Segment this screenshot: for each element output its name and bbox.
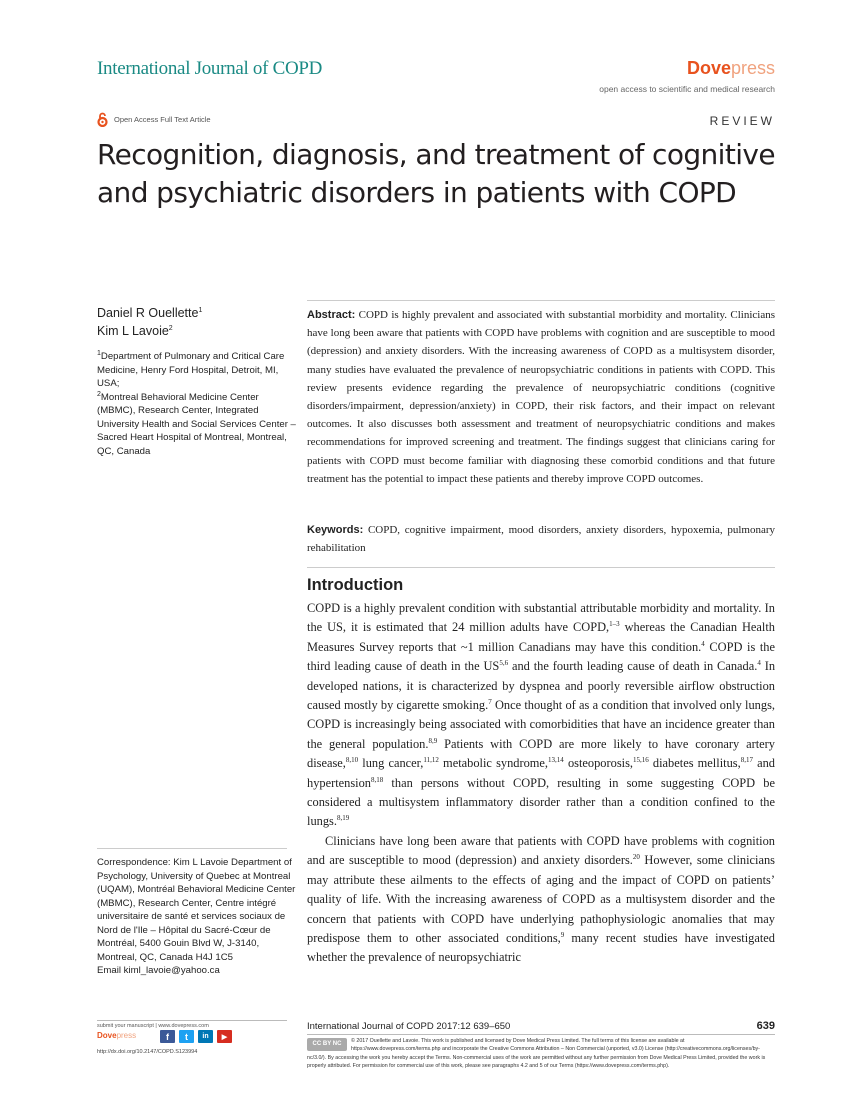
author[interactable]: Kim L Lavoie$^2$ — [97, 324, 173, 338]
paragraph: COPD is a highly prevalent condition with substantial attributable morbidity and mortality. In the US, it is estimated that 24 million adults have COPD,$^{1-3}$ whereas the Canadian Health Measures Survey reports that ~1 million Canadians may have this condition.$^4$ COPD is the third leading cause of death in the US$^{5,6}$ and the fourth leading cause of death in Canada.$^4$ In developed nations, it is characterized by dyspnea and poorly reversible airflow obstruction caused mostly by cigarette smoking.$^7$ Once thought of as a condition that involved only lungs, COPD is increasingly being associated with comorbidities that have an incidence greater than the general population.$^{8,9}$ Patients with COPD are more likely to have coronary artery disease,$^{8,10}$ lung cancer,$^{11,12}$ metabolic syndrome,$^{13,14}$ osteoporosis,$^{15,16}$ diabetes mellitus,$^{8,17}$ and hypertension$^{8,18}$ than persons without COPD, resulting in some suggesting COPD be considered a multisystem inflammatory disorder rather than a condition confined to the lungs.$^{8,19}$ — [307, 601, 776, 829]
introduction-body — [307, 599, 775, 968]
page-number: 639 — [756, 1020, 775, 1032]
citation-ref[interactable]: 8,19 — [336, 814, 350, 823]
divider — [307, 1034, 775, 1035]
submit-link[interactable]: submit your manuscript | www.dovepress.com — [97, 1020, 287, 1029]
divider — [307, 567, 775, 568]
citation-ref[interactable]: 9 — [560, 930, 565, 939]
journal-name: International Journal of COPD — [97, 58, 323, 79]
brand-main: Dove — [686, 58, 731, 78]
citation-ref[interactable]: 4 — [701, 639, 705, 648]
open-access-label — [97, 111, 211, 127]
section-heading-introduction: Introduction — [307, 576, 404, 594]
keywords-label: Keywords: — [307, 524, 364, 536]
citation-ref[interactable]: 4 — [757, 659, 761, 668]
divider — [307, 300, 775, 301]
keywords-text: COPD, cognitive impairment, mood disorders, anxiety disorders, hypoxemia, pulmonary rehabilitation — [307, 524, 775, 555]
citation-ref[interactable]: 13,14 — [548, 756, 564, 765]
citation-ref[interactable]: 20 — [632, 853, 640, 862]
brand-press: press — [730, 58, 775, 78]
citation-line: International Journal of COPD 2017:12 639–650 — [307, 1021, 511, 1032]
facebook-icon[interactable]: f — [160, 1030, 175, 1043]
title-line-2: and psychiatric disorders in patients with COPD — [97, 176, 737, 209]
abstract — [307, 306, 775, 488]
citation-ref[interactable]: 8,9 — [428, 736, 438, 745]
keywords — [307, 521, 775, 557]
citation-ref[interactable]: 5,6 — [499, 659, 509, 668]
doi-link[interactable]: http://dx.doi.org/10.2147/COPD.S123994 — [97, 1049, 198, 1055]
abstract-text: COPD is highly prevalent and associated with substantial morbidity and mortality. Clinicians have long been aware that patients with COPD have problems with cognition and are susceptible to mood (depression) and anxiety disorders. With the increasing awareness of COPD as a multisystem disorder, many studies have evaluated the prevalence of neuropsychiatric conditions in patients with COPD. This review presents evidence regarding the prevalence of neuropsychiatric conditions (cognitive disorders/impairment, depression/anxiety) in COPD, their risk factors, and their impact on relevant outcomes. It also discusses both assessment and treatment of neuropsychiatric conditions and makes recommendations for improved screening and treatment. The findings suggest that clinicians caring for patients with COPD must become familiar with diagnosing these comorbid conditions and that future treatment has the potential to impact these patients and thereby improve COPD outcomes. — [307, 309, 775, 485]
twitter-icon[interactable]: t — [179, 1030, 194, 1043]
affiliations — [97, 350, 297, 458]
open-access-text: Open Access Full Text Article — [114, 114, 211, 124]
author[interactable]: Daniel R Ouellette$^1$ — [97, 306, 203, 320]
abstract-label: Abstract: — [307, 309, 356, 321]
license-text: CC BY NC © 2017 Ouellette and Lavoie. This work is published and licensed by Dove Medical Press Limited. The full terms of this license are available at https://www.dovepress.com/terms.php and incorporate the Creative Commons Attribution – Non Commercial (unported, v3.0) License (http://creativecommons.org/licenses/by-nc/3.0/). By accessing the work you hereby accept the Terms. Non-commercial uses of the work are permitted without any further permission from Dove Medical Press Limited, provided the work is properly attributed. For permission for commercial use of this work, please see paragraphs 4.2 and 5 of our Terms (https://www.dovepress.com/terms.php). — [307, 1038, 766, 1070]
footer-publisher-logo[interactable]: Dovepress — [97, 1031, 137, 1040]
citation-ref[interactable]: 15,16 — [633, 756, 649, 765]
correspondence — [97, 856, 297, 978]
author-list — [97, 304, 202, 340]
article-type: REVIEW — [709, 114, 775, 128]
paragraph: Clinicians have long been aware that patients with COPD have problems with cognition and are susceptible to mood (depression) and anxiety disorders.$^{20}$ However, some clinicians may attribute these ailments to the effects of aging and the impact of COPD on patients’ quality of life. With the increasing awareness of COPD as a multisystem disorder and the concern that patients with COPD have underlying pathophysiologic anomalies that may predispose them to other associated conditions,$^9$ many recent studies have investigated whether the prevalence of neuropsychiatric — [307, 833, 775, 965]
article-title — [97, 136, 787, 212]
citation-ref[interactable]: 11,12 — [423, 756, 439, 765]
correspondence-email[interactable]: Email kiml_lavoie@yahoo.ca — [97, 965, 220, 976]
affiliation-1: $^1$Department of Pulmonary and Critical Care Medicine, Henry Ford Hospital, Detroit, MI, USA; — [97, 349, 285, 389]
publisher-tagline: open access to scientific and medical research — [599, 84, 775, 94]
open-access-lock-icon — [97, 112, 108, 127]
title-line-1: Recognition, diagnosis, and treatment of cognitive — [97, 138, 776, 171]
citation-ref[interactable]: 7 — [488, 697, 492, 706]
linkedin-icon[interactable]: in — [198, 1030, 213, 1043]
correspondence-address: Correspondence: Kim L Lavoie Department of Psychology, University of Quebec at Montreal (UQAM), Montréal Behavioral Medicine Center (MBMC), Research Center, Centre intégré universitaire de santé et services sociaux de Nord de l'Ile – Hôpital du Sacré-Cœur de Montréal, 5400 Gouin Blvd W, J-3140, Montreal, QC, Canada H4J 1C5 — [97, 857, 296, 963]
youtube-icon[interactable]: ▶ — [217, 1030, 232, 1043]
citation-ref[interactable]: 8,10 — [345, 756, 359, 765]
citation-ref[interactable]: 8,17 — [740, 756, 753, 765]
citation-ref[interactable]: 8,18 — [371, 775, 384, 784]
social-links — [160, 1030, 232, 1043]
affiliation-2: $^2$Montreal Behavioral Medicine Center (MBMC), Research Center, Integrated University Health and Social Services Center – Sacred Heart Hospital of Montreal, Montreal, QC, Canada — [97, 390, 296, 457]
publisher-logo[interactable] — [687, 58, 775, 79]
citation-ref[interactable]: 1–3 — [609, 620, 620, 629]
divider — [97, 848, 287, 849]
creative-commons-icon[interactable]: CC BY NC — [307, 1038, 347, 1051]
